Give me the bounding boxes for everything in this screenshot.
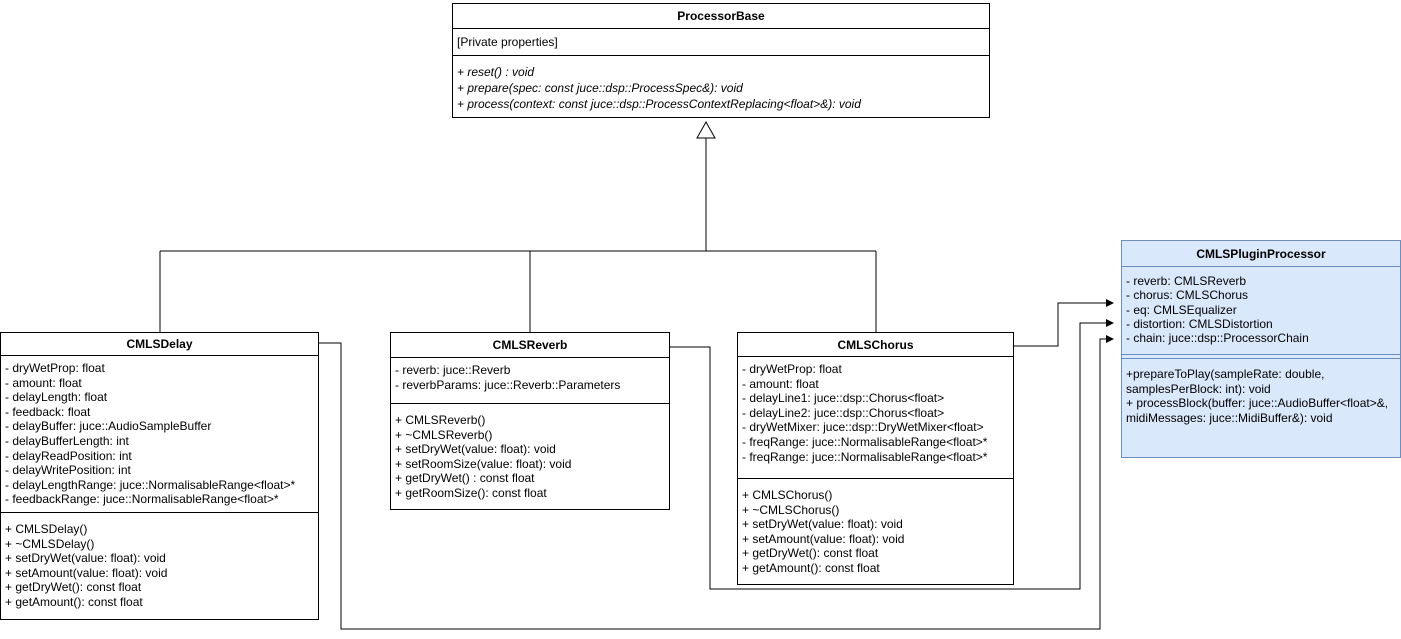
member-row: + setRoomSize(value: float): void [395,456,572,471]
member-row: - delayLine2: juce::dsp::Chorus<float> [742,405,945,420]
member-row: - chorus: CMLSChorus [1126,288,1249,303]
member-row: - chain: juce::dsp::ProcessorChain [1126,331,1309,346]
class-attributes-cmlschorus [738,357,1013,479]
member-row: + processBlock(buffer: juce::AudioBuffer<float>&, midiMessages: juce::MidiBuffer&): void [1126,396,1389,425]
member-row: + setDryWet(value: float): void [395,442,556,457]
class-box-cmlsreverb[interactable] [390,332,670,510]
class-title-cmlschorus: CMLSChorus [738,333,1013,357]
class-attributes-cmlsreverb [391,358,669,404]
member-row: + setAmount(value: float): void [742,531,905,546]
member-row: - feedback: float [5,404,91,419]
member-row: + setDryWet(value: float): void [742,517,903,532]
association-chorus-to-plugin [1014,303,1113,346]
member-row: - delayReadPosition: int [5,448,132,463]
member-row: - delayWritePosition: int [5,463,131,478]
class-box-cmlspluginprocessor[interactable] [1121,240,1401,458]
member-row: + ~CMLSChorus() [742,502,840,517]
member-row: + process(context: const juce::dsp::ProcessContextReplacing<float>&): void [457,97,861,111]
class-box-cmlsdelay[interactable] [0,332,319,620]
member-row: + prepare(spec: const juce::dsp::ProcessSpec&): void [457,81,743,95]
member-row: + ~CMLSReverb() [395,427,493,442]
member-row: + getAmount(): const float [742,560,880,575]
class-methods-cmlsreverb [391,404,669,509]
member-row: + reset() : void [457,65,535,79]
class-attributes-cmlsdelay [1,356,318,513]
member-row: + getDryWet(): const float [5,580,142,595]
member-row: - eq: CMLSEqualizer [1126,302,1237,317]
member-row: - dryWetProp: float [5,361,105,375]
member-row: + getDryWet(): const float [742,546,879,561]
member-row: - delayBuffer: juce::AudioSampleBuffer [5,419,212,434]
member-row: - delayBufferLength: int [5,433,129,448]
member-row: - reverb: CMLSReverb [1126,274,1247,288]
class-methods-cmlspluginprocessor [1122,359,1400,457]
class-attributes-processorbase [453,29,989,56]
member-row: - dryWetMixer: juce::dsp::DryWetMixer<float> [742,420,984,435]
class-box-cmlschorus[interactable] [737,332,1014,585]
class-methods-processorbase [453,56,989,117]
member-row: - delayLine1: juce::dsp::Chorus<float> [742,391,945,406]
member-row: - feedbackRange: juce::NormalisableRange<float>* [5,492,279,507]
member-row: +prepareToPlay(sampleRate: double, samplesPerBlock: int): void [1126,367,1325,396]
member-row: + CMLSReverb() [395,413,486,427]
member-row: - delayLength: float [5,390,108,405]
member-row: + CMLSChorus() [742,488,833,502]
member-row: + ~CMLSDelay() [5,536,95,551]
member-row: - freqRange: juce::NormalisableRange<float>* [742,434,988,449]
class-attributes-cmlspluginprocessor [1122,267,1400,353]
class-title-processorbase: ProcessorBase [453,4,989,29]
inheritance-triangle-icon [697,122,715,138]
member-row: - delayLengthRange: juce::NormalisableRange<float>* [5,477,296,492]
member-row: - amount: float [742,376,819,391]
member-row: [Private properties] [457,35,558,49]
member-row: + getRoomSize(): const float [395,485,547,500]
member-row: + setAmount(value: float): void [5,565,168,580]
inheritance-connector [160,122,876,332]
member-row: - dryWetProp: float [742,362,842,376]
member-row: - reverbParams: juce::Reverb::Parameters [395,377,621,392]
member-row: + setDryWet(value: float): void [5,551,166,566]
member-row: + CMLSDelay() [5,522,88,536]
member-row: - distortion: CMLSDistortion [1126,316,1273,331]
class-box-processorbase[interactable] [452,3,990,118]
member-row: + getDryWet() : const float [395,471,535,486]
member-row: + getAmount(): const float [5,594,143,609]
class-title-cmlsreverb: CMLSReverb [391,333,669,358]
member-row: - reverb: juce::Reverb [395,363,511,377]
member-row: - amount: float [5,375,82,390]
class-title-cmlsdelay: CMLSDelay [1,333,318,356]
class-methods-cmlsdelay [1,513,318,619]
class-methods-cmlschorus [738,479,1013,584]
class-title-cmlspluginprocessor: CMLSPluginProcessor [1122,241,1400,267]
member-row: - freqRange: juce::NormalisableRange<float>* [742,449,988,464]
